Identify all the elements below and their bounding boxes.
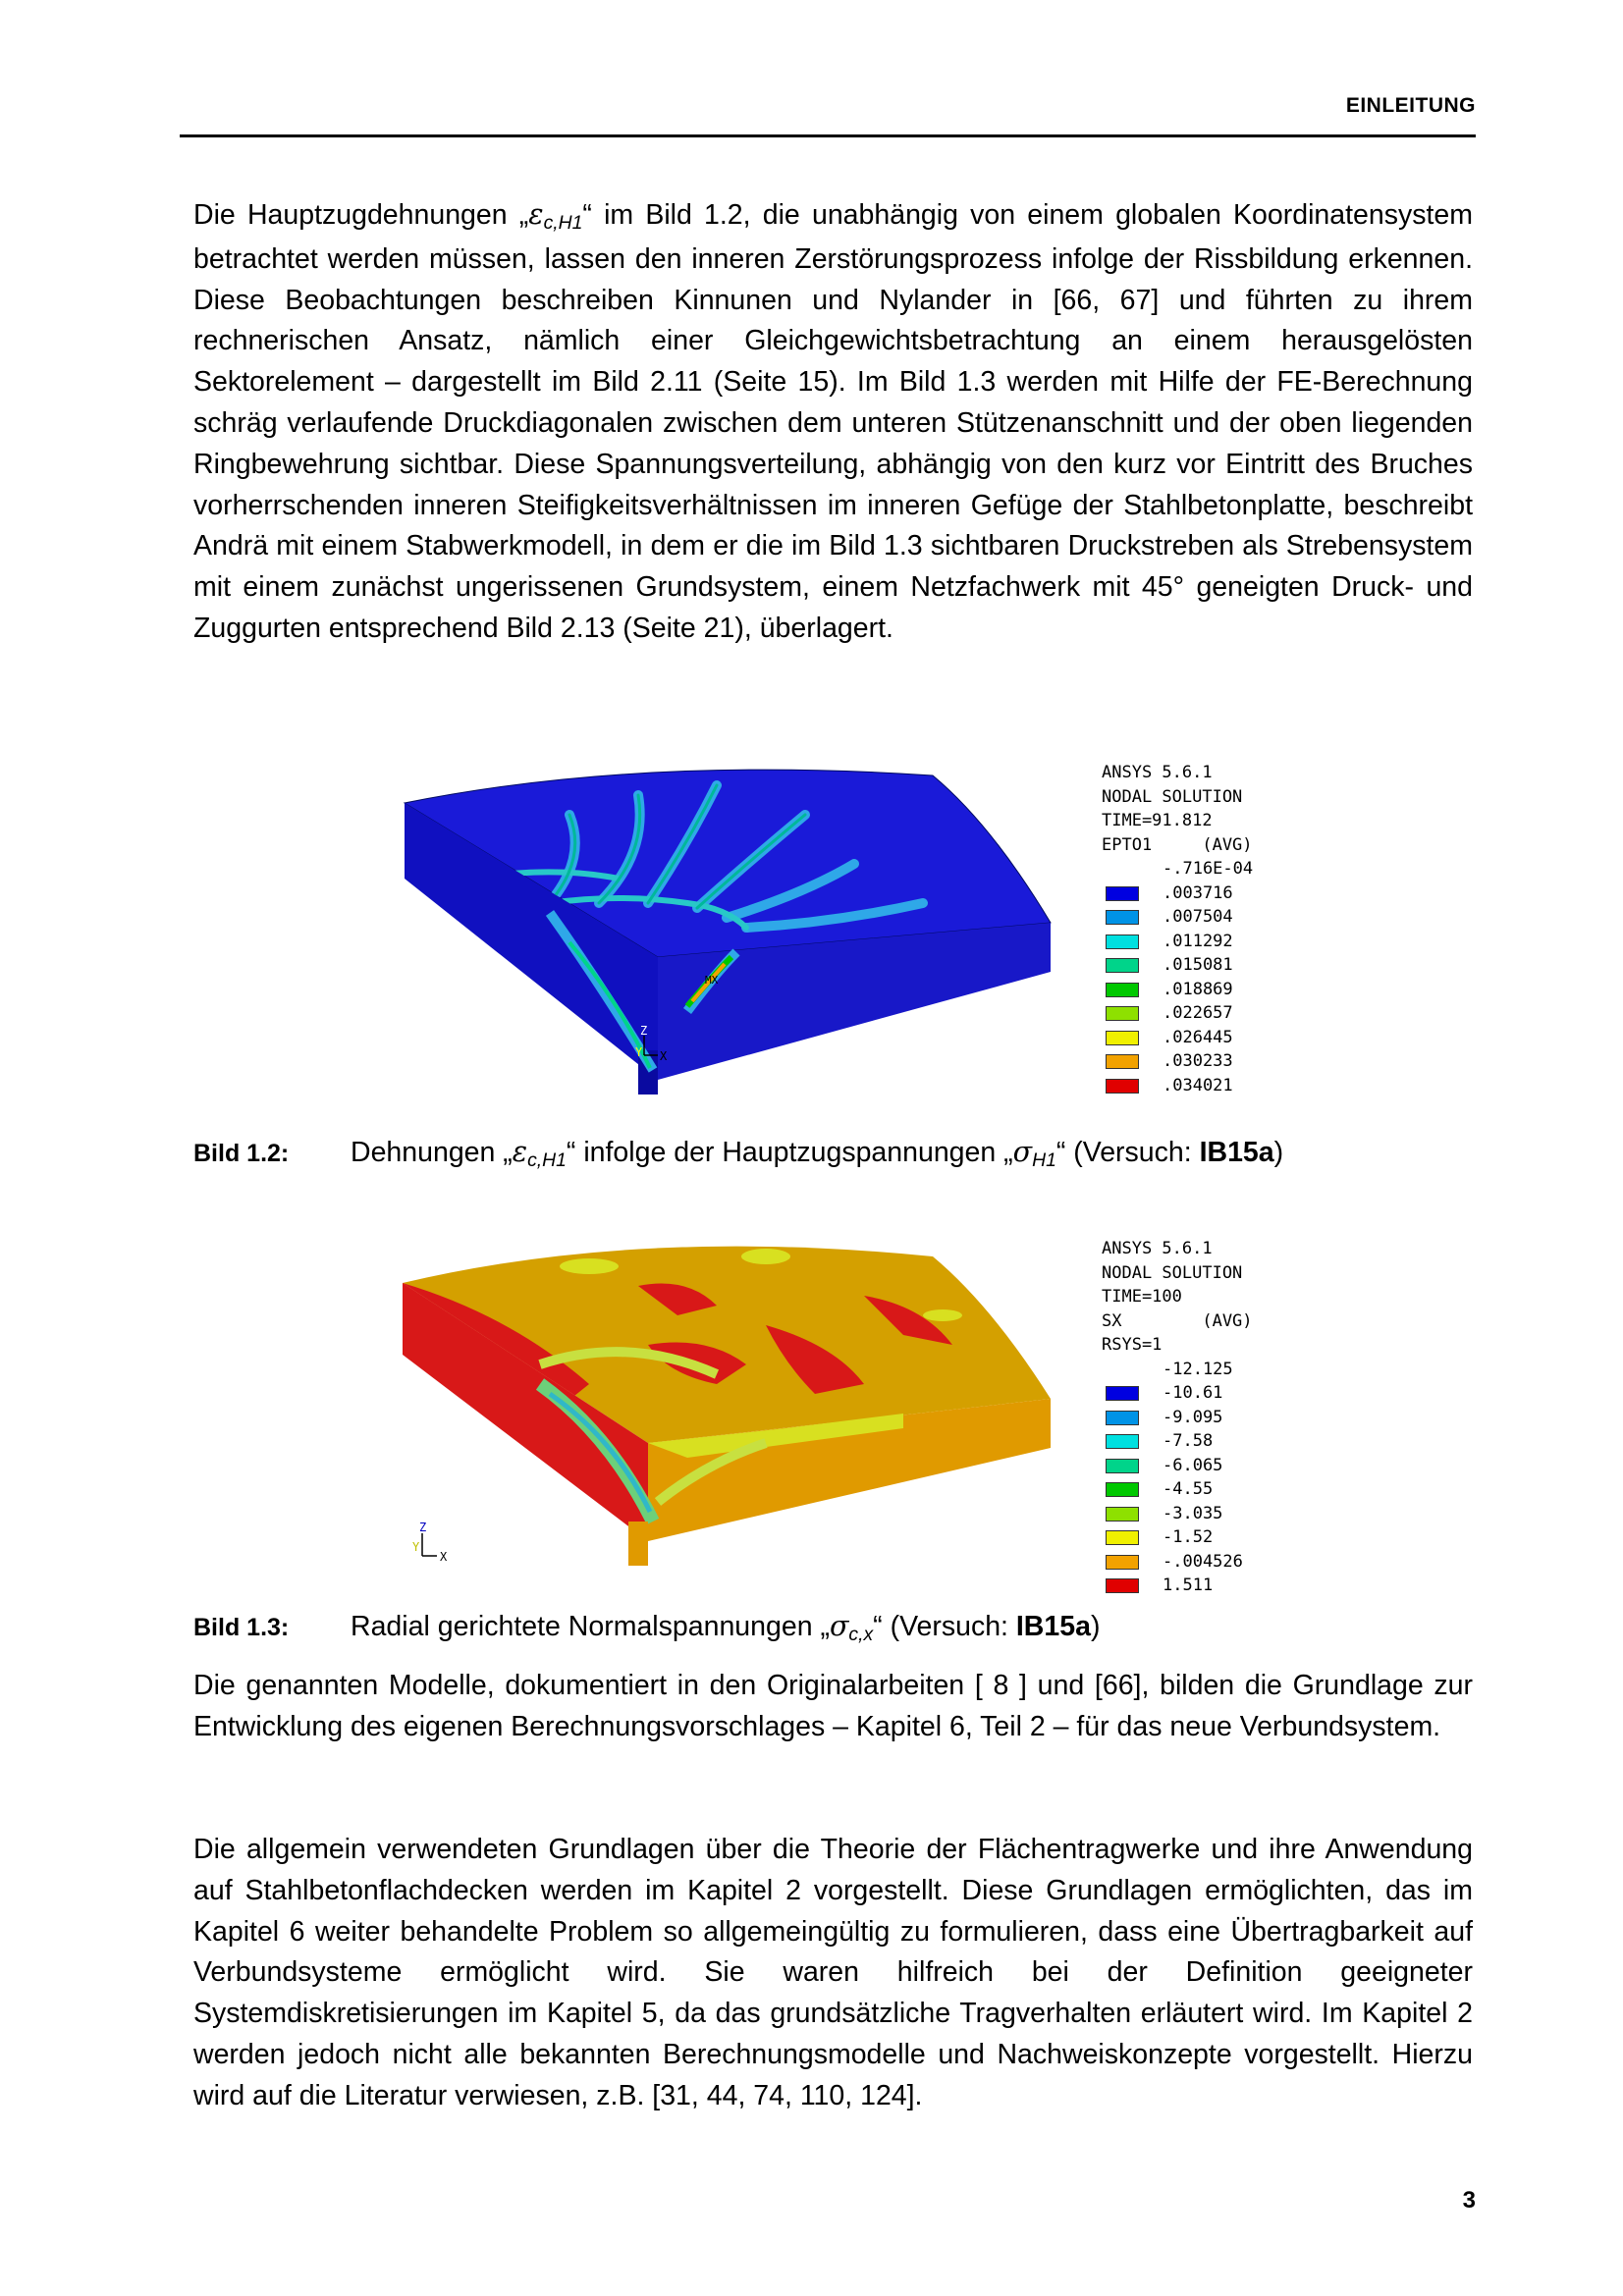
epsilon-symbol: ε (512, 1136, 528, 1168)
axis-x-label: X (660, 1049, 668, 1063)
legend-min-row (1102, 857, 1253, 881)
legend-value: .030233 (1163, 1051, 1233, 1071)
epsilon-symbol: ε (528, 198, 544, 231)
legend-row (1102, 1525, 1253, 1550)
figure-1-3-caption (193, 1610, 1100, 1643)
sigma-subscript: c,x (848, 1623, 874, 1645)
legend-row (1102, 1550, 1253, 1575)
legend-row (1102, 930, 1253, 954)
legend-color-swatch (1106, 1482, 1139, 1497)
legend-color-swatch (1106, 1530, 1139, 1545)
paragraph-1 (193, 194, 1473, 650)
sigma-symbol: σ (1012, 1136, 1033, 1168)
legend-value: -10.61 (1163, 1383, 1223, 1403)
legend-value: -6.065 (1163, 1455, 1223, 1475)
legend-color-swatch (1106, 1031, 1139, 1045)
legend-row (1102, 1574, 1253, 1598)
legend-row (1102, 1001, 1253, 1026)
legend-color-swatch (1106, 958, 1139, 973)
legend-color-swatch (1106, 983, 1139, 997)
caption-text-a: Radial gerichtete Normalspannungen „ (351, 1611, 830, 1642)
sigma-symbol: σ (829, 1610, 849, 1642)
figure-1-2-caption (193, 1136, 1283, 1169)
legend-color-swatch (1106, 1006, 1139, 1021)
legend-color-swatch (1106, 1555, 1139, 1570)
caption-label: Bild 1.3: (193, 1614, 290, 1641)
axis-z-label: Z (419, 1521, 427, 1534)
caption-label: Bild 1.2: (193, 1140, 290, 1167)
legend-color-swatch (1106, 886, 1139, 901)
axis-z-label: Z (640, 1024, 648, 1038)
legend-rows (1102, 1381, 1253, 1598)
legend-value: .018869 (1163, 979, 1233, 999)
axis-y-label: Y (635, 1045, 643, 1059)
legend-color-swatch (1106, 1459, 1139, 1473)
legend-row (1102, 1026, 1253, 1050)
legend-color-swatch (1106, 1434, 1139, 1449)
legend-row (1102, 978, 1253, 1002)
legend-header-line: NODAL SOLUTION (1102, 786, 1243, 807)
legend-color-swatch (1106, 934, 1139, 949)
legend-row (1102, 1454, 1253, 1478)
legend-value: -.004526 (1163, 1551, 1243, 1572)
page-number: 3 (1462, 2187, 1476, 2214)
legend-header-line: ANSYS 5.6.1 (1102, 763, 1213, 782)
legend-value: .034021 (1163, 1075, 1233, 1095)
caption-text-d: ) (1273, 1137, 1284, 1168)
legend-row (1102, 1477, 1253, 1502)
legend-header-line: TIME=91.812 (1102, 811, 1213, 830)
legend-row (1102, 1049, 1253, 1074)
legend-color-swatch (1106, 1411, 1139, 1425)
figure-1-2-fe-plot (393, 756, 1080, 1099)
legend-header-line: NODAL SOLUTION (1102, 1262, 1243, 1283)
epsilon-subscript: c,H1 (543, 211, 583, 234)
legend-color-swatch (1106, 1054, 1139, 1069)
legend-header (1102, 1237, 1253, 1358)
legend-color-swatch (1106, 910, 1139, 925)
legend-color-swatch (1106, 1079, 1139, 1094)
caption-text-c: “ (Versuch: (1055, 1137, 1200, 1168)
running-header: EINLEITUNG (1345, 94, 1476, 117)
paragraph-2: Die genannten Modelle, dokumentiert in den Originalarbeiten [ 8 ] und [66], bilden die Grundlage zur Entwicklung des eigenen Berechnungsvorschlages – Kapitel 6, Teil 2 – für das neue Verbundsystem. (193, 1670, 1473, 1742)
axis-x-label: X (440, 1550, 448, 1564)
legend-value: .003716 (1163, 882, 1233, 903)
caption-test-id: IB15a (1199, 1137, 1274, 1168)
legend-value: .015081 (1163, 955, 1233, 975)
legend-row (1102, 905, 1253, 930)
legend-row (1102, 1381, 1253, 1406)
legend-value: -3.035 (1163, 1503, 1223, 1523)
legend-min-value: -.716E-04 (1163, 859, 1254, 879)
caption-text-b: “ infolge der Hauptzugspannungen „ (566, 1137, 1013, 1168)
legend-row (1102, 1502, 1253, 1526)
legend-header-line: TIME=100 (1102, 1287, 1182, 1307)
legend-header-line: ANSYS 5.6.1 (1102, 1239, 1213, 1258)
legend-rows (1102, 881, 1253, 1098)
legend-value: -9.095 (1163, 1407, 1223, 1427)
legend-color-swatch (1106, 1507, 1139, 1522)
figure-1-3-legend (1102, 1237, 1253, 1598)
legend-value: -1.52 (1163, 1527, 1214, 1547)
figure-1-2-legend (1102, 761, 1253, 1097)
legend-value: -7.58 (1163, 1431, 1214, 1451)
caption-text-c: ) (1090, 1611, 1101, 1642)
legend-header-line: SX (AVG) (1102, 1310, 1253, 1331)
figure-1-3-fe-plot (393, 1227, 1080, 1571)
legend-min-row (1102, 1358, 1253, 1382)
legend-min-value: -12.125 (1163, 1359, 1233, 1379)
sigma-subscript: H1 (1032, 1148, 1056, 1171)
axis-y-label: Y (412, 1540, 420, 1554)
paragraph-1-text-b: “ im Bild 1.2, die unabhängig von einem globalen Koordinatensystem betrachtet werden müssen, lassen den inneren Zerstörungsprozess infolge der Rissbildung erkennen. Diese Beobachtungen beschreiben Kinnunen und Nylander in [66, 67] und führten zu ihrem rechnerischen Ansatz, nämlich einer Gleichgewichtsbetrachtung an einem herausgelösten Sektorelement – dargestellt im Bild 2.11 (Seite 15). Im Bild 1.3 werden mit Hilfe der FE-Berechnung schräg verlaufende Druckdiagonalen zwischen dem unteren Stützenanschnitt und der oben liegenden Ringbewehrung sichtbar. Diese Spannungsverteilung, abhängig von den kurz vor Eintritt des Bruches vorherrschenden inneren Steifigkeitsverhältnissen im inneren Gefüge der Stahlbetonplatte, beschreibt Andrä mit einem Stabwerkmodell, in dem er die im Bild 1.3 sichtbaren Druckstreben als Strebensystem mit einem zunächst ungerissenen Grundsystem, einem Netzfachwerk mit 45° geneigten Druck- und Zuggurten entsprechend Bild 2.13 (Seite 21), überlagert. (193, 199, 1473, 644)
legend-value: .026445 (1163, 1027, 1233, 1047)
legend-color-swatch (1106, 1578, 1139, 1593)
caption-text-a: Dehnungen „ (351, 1137, 513, 1168)
legend-row (1102, 881, 1253, 906)
legend-header-line: RSYS=1 (1102, 1335, 1163, 1355)
epsilon-subscript: c,H1 (527, 1148, 567, 1171)
legend-header-line: EPTO1 (AVG) (1102, 834, 1253, 855)
legend-row (1102, 1429, 1253, 1454)
mx-marker-label: MX (705, 974, 719, 987)
legend-row (1102, 1406, 1253, 1430)
legend-value: .022657 (1163, 1003, 1233, 1023)
legend-row (1102, 953, 1253, 978)
paragraph-1-text-a: Die Hauptzugdehnungen „ (193, 199, 529, 231)
legend-value: .011292 (1163, 931, 1233, 951)
legend-row (1102, 1074, 1253, 1098)
paragraph-3: Die allgemein verwendeten Grundlagen über die Theorie der Flächentragwerke und ihre Anwendung auf Stahlbetonflachdecken werden im Kapitel 2 vorgestellt. Diese Grundlagen ermöglichten, das im Kapitel 6 weiter behandelte Problem so allgemeingültig zu formulieren, dass eine Übertragbarkeit auf Verbundsysteme ermöglicht wird. Sie waren hilfreich bei der Definition geeigneter Systemdiskretisierungen im Kapitel 5, da das grundsätzliche Tragverhalten erläutert wird. Im Kapitel 2 werden jedoch nicht alle bekannten Berechnungsmodelle und Nachweiskonzepte vorgestellt. Hierzu wird auf die Literatur verwiesen, z.B. [31, 44, 74, 110, 124]. (193, 1834, 1473, 2111)
legend-value: 1.511 (1163, 1575, 1214, 1595)
legend-header (1102, 761, 1253, 857)
caption-text-b: “ (Versuch: (873, 1611, 1016, 1642)
caption-test-id: IB15a (1015, 1611, 1091, 1642)
legend-value: .007504 (1163, 907, 1233, 927)
header-rule (180, 134, 1476, 137)
legend-value: -4.55 (1163, 1479, 1214, 1499)
legend-color-swatch (1106, 1386, 1139, 1401)
